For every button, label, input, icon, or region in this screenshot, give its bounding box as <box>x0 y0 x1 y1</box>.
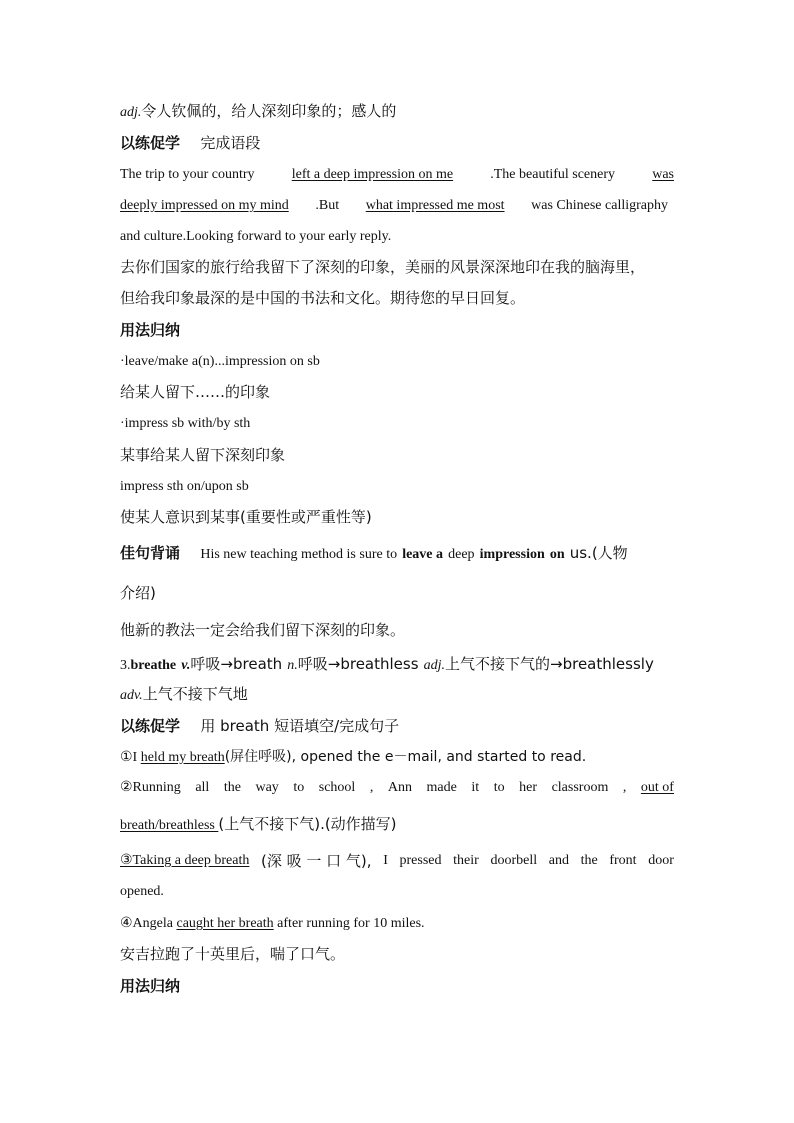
q2-word: all <box>195 780 210 795</box>
usage-pattern-2: ·impress sb with/by sth <box>120 416 251 431</box>
entry-meaning: 呼吸→breathless <box>297 655 419 673</box>
para-text: was Chinese calligraphy <box>531 198 668 213</box>
entry-number: 3. <box>120 658 131 673</box>
q2-word: school <box>318 780 356 795</box>
question-text: ①I <box>120 750 138 765</box>
para-text: .But <box>315 198 340 213</box>
answer-blank: was <box>652 167 674 182</box>
sentence-text: His new teaching method is sure to <box>200 547 398 562</box>
sentence-text: deep <box>448 547 475 562</box>
q2-word: the <box>223 780 241 795</box>
q2-word: made <box>426 780 457 795</box>
word-entry-breathe <box>120 656 654 673</box>
sentence-text: us.(人物 <box>569 544 628 562</box>
paragraph-line-3: and culture.Looking forward to your early reply. <box>120 229 392 244</box>
q3-word: the <box>580 853 598 868</box>
answer-blank: held my breath <box>140 750 225 765</box>
sentence-bold: on <box>549 547 565 562</box>
question-2-line-1 <box>120 781 674 795</box>
headword: breathe <box>130 658 177 673</box>
q3-word: I <box>383 853 388 868</box>
practice-label: 以练促学 <box>120 717 181 735</box>
pos-label: adj. <box>423 658 446 673</box>
q2-word: out of <box>640 780 674 795</box>
q3-word: ③Taking a deep breath <box>120 853 250 868</box>
question-text: after running for 10 miles. <box>277 916 425 931</box>
question-2-line-2 <box>120 816 397 833</box>
practice-heading-2 <box>120 718 399 734</box>
q2-word: , <box>369 780 374 795</box>
usage-heading-1: 用法归纳 <box>120 321 181 339</box>
usage-meaning-2: 某事给某人留下深刻印象 <box>120 446 286 464</box>
q2-word: her <box>519 780 538 795</box>
practice-label: 以练促学 <box>120 134 181 152</box>
pos-label: v. <box>181 658 191 673</box>
answer-blank: caught her breath <box>176 916 274 931</box>
practice-task: 完成语段 <box>200 134 261 152</box>
question-text: (屏住呼吸), opened the e－mail, and started to read. <box>224 749 587 765</box>
practice-task: 用 breath 短语填空/完成句子 <box>200 717 400 735</box>
sentence-translation: 他新的教法一定会给我们留下深刻的印象。 <box>120 621 406 639</box>
sentence-category: 介绍) <box>120 584 156 602</box>
question-3-line-1 <box>120 854 674 869</box>
q2-word: way <box>255 780 279 795</box>
q2-word: it <box>471 780 480 795</box>
practice-heading-1 <box>120 135 260 151</box>
usage-heading-2: 用法归纳 <box>120 977 181 995</box>
usage-pattern-1: ·leave/make a(n)...impression on sb <box>120 354 320 369</box>
translation-line-2: 但给我印象最深的是中国的书法和文化。期待您的早日回复。 <box>120 289 526 307</box>
q2-word: Ann <box>387 780 413 795</box>
pos-label: adv. <box>120 688 143 703</box>
translation-line-1: 去你们国家的旅行给我留下了深刻的印象，美丽的风景深深地印在我的脑海里， <box>120 258 646 276</box>
pos-label: adj. <box>120 105 142 120</box>
q2-word: to <box>293 780 305 795</box>
q2-word: ②Running <box>120 780 181 795</box>
para-text: The trip to your country <box>120 167 255 182</box>
q2-word: , <box>622 780 627 795</box>
q3-word: front <box>609 853 637 868</box>
answer-blank: breath/breathless <box>120 818 219 833</box>
q3-word: (深 吸 一 口 气), <box>261 852 372 870</box>
word-entry-breathe-line2 <box>120 686 248 703</box>
q3-word: and <box>548 853 569 868</box>
usage-pattern-3: impress sth on/upon sb <box>120 479 249 494</box>
answer-blank: deeply impressed on my mind <box>120 198 289 213</box>
paragraph-line-2 <box>120 199 668 213</box>
usage-meaning-1: 给某人留下……的印象 <box>120 383 271 401</box>
q3-word: pressed <box>399 853 442 868</box>
sentence-recite <box>120 545 628 562</box>
question-3-line-2: opened. <box>120 884 164 899</box>
sentence-bold: leave a <box>402 547 444 562</box>
answer-blank: left a deep impression on me <box>291 167 454 182</box>
question-4 <box>120 917 425 931</box>
sentence-label: 佳句背诵 <box>120 544 181 562</box>
question-4-translation: 安吉拉跑了十英里后，喘了口气。 <box>120 945 346 963</box>
q3-word: their <box>453 853 479 868</box>
entry-meaning: 上气不接下气地 <box>142 685 248 703</box>
paragraph-line-1 <box>120 168 674 182</box>
para-text: .The beautiful scenery <box>490 167 616 182</box>
meaning-text: 令人钦佩的，给人深刻印象的；感人的 <box>141 102 397 120</box>
q3-word: door <box>648 853 674 868</box>
sentence-bold: impression <box>479 547 545 562</box>
line-adj-meaning <box>120 104 396 120</box>
usage-meaning-3: 使某人意识到某事(重要性或严重性等) <box>120 508 372 526</box>
question-text: (上气不接下气).(动作描写) <box>218 815 397 833</box>
entry-meaning: 呼吸→breath <box>190 655 283 673</box>
question-1 <box>120 750 586 765</box>
q2-word: classroom <box>551 780 609 795</box>
entry-meaning: 上气不接下气的→breathlessly <box>445 655 654 673</box>
answer-blank: what impressed me most <box>365 198 505 213</box>
q3-word: doorbell <box>490 853 538 868</box>
pos-label: n. <box>287 658 298 673</box>
question-text: ④Angela <box>120 916 173 931</box>
q2-word: to <box>493 780 505 795</box>
